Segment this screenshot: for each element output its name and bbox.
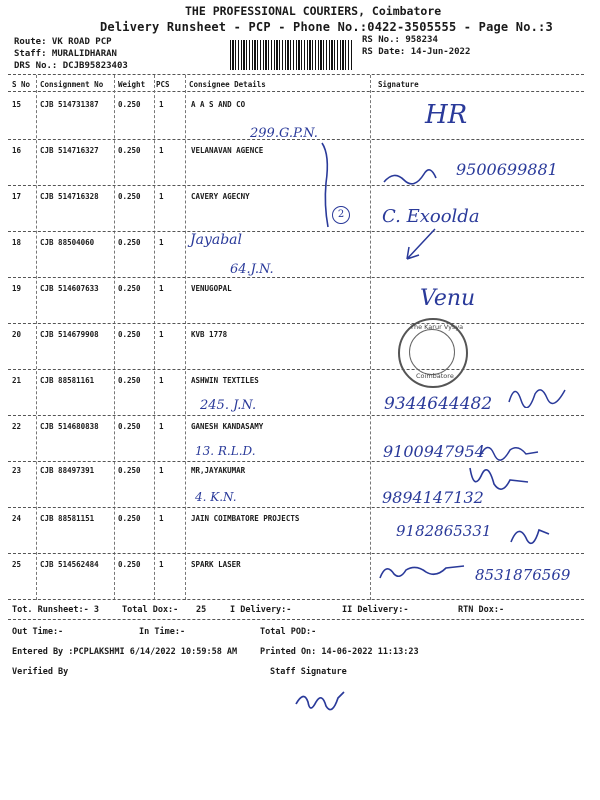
row-consignment-no: CJB 514607633 <box>40 284 99 293</box>
row-consignee: CAVERY AGECNY <box>191 192 250 201</box>
staff-signature-scribble <box>290 686 350 722</box>
row-pcs: 1 <box>159 376 164 385</box>
signature-venu: Venu <box>420 286 476 311</box>
row-divider <box>8 277 584 278</box>
rtn-dox-label: RTN Dox:- <box>458 605 505 615</box>
col-divider <box>370 75 371 600</box>
stamp-text-top: The Karur Vysya <box>410 323 464 331</box>
row-weight: 0.250 <box>118 466 141 475</box>
row-consignee: ASHWIN TEXTILES <box>191 376 259 385</box>
row-weight: 0.250 <box>118 376 141 385</box>
row-sno: 20 <box>12 330 22 339</box>
row-sno: 16 <box>12 146 22 155</box>
row-consignment-no: CJB 88581151 <box>40 514 95 523</box>
out-time-label: Out Time:- <box>12 627 64 637</box>
rs-number: RS No.: 958234 <box>362 35 438 45</box>
row-pcs: 1 <box>159 466 164 475</box>
signature-scribble <box>505 378 575 408</box>
row-sno: 17 <box>12 192 22 201</box>
row-consignee: GANESH KANDASAMY <box>191 422 264 431</box>
row-pcs: 1 <box>159 330 164 339</box>
row-divider <box>8 185 584 186</box>
company-title: THE PROFESSIONAL COURIERS, Coimbatore <box>185 4 442 18</box>
row-weight: 0.250 <box>118 514 141 523</box>
row-divider <box>8 415 584 416</box>
row-sno: 19 <box>12 284 22 293</box>
row-divider <box>8 139 584 140</box>
signature-scribble <box>505 520 555 550</box>
row-consignment-no: CJB 88497391 <box>40 466 95 475</box>
row-weight: 0.250 <box>118 284 141 293</box>
col-header-consignment: Consignment No <box>40 80 104 89</box>
handwritten-phone: 9500699881 <box>456 160 558 179</box>
row-pcs: 1 <box>159 422 164 431</box>
signature-hr: HR <box>425 100 468 130</box>
table-bottom-rule <box>8 599 584 600</box>
handwritten-phone: 9182865331 <box>396 522 492 540</box>
row-sno: 25 <box>12 560 22 569</box>
runsheet-title: Delivery Runsheet - PCP - Phone No.:0422-3505555 - Page No.:3 <box>100 20 553 34</box>
row-divider <box>8 553 584 554</box>
total-dox-value: 25 <box>196 605 207 615</box>
row-weight: 0.250 <box>118 100 141 109</box>
handwritten-phone: 9100947954 <box>383 442 485 461</box>
verified-by-label: Verified By <box>12 667 69 677</box>
row-divider <box>8 369 584 370</box>
footer-rule <box>8 619 584 620</box>
row-consignee: SPARK LASER <box>191 560 241 569</box>
row-weight: 0.250 <box>118 560 141 569</box>
total-dox-label: Total Dox:- <box>122 605 179 615</box>
in-time-label: In Time:- <box>139 627 186 637</box>
col-header-consignee: Consignee Details <box>189 80 266 89</box>
table-top-rule <box>8 74 584 75</box>
staff-label: Staff: MURALIDHARAN <box>14 49 117 59</box>
col-divider <box>114 75 115 600</box>
drs-number: DRS No.: DCJB95823403 <box>14 61 128 71</box>
ii-delivery-label: II Delivery:- <box>342 605 409 615</box>
handwritten-name: Jayabal <box>190 232 243 248</box>
col-header-sno: S No <box>12 80 31 89</box>
row-pcs: 1 <box>159 100 164 109</box>
row-consignment-no: CJB 514731387 <box>40 100 99 109</box>
signature-c-exoolda: C. Exoolda <box>382 206 480 227</box>
row-pcs: 1 <box>159 146 164 155</box>
row-sno: 23 <box>12 466 22 475</box>
i-delivery-label: I Delivery:- <box>230 605 292 615</box>
row-sno: 22 <box>12 422 22 431</box>
row-weight: 0.250 <box>118 238 141 247</box>
col-header-weight: Weight <box>118 80 146 89</box>
row-consignee: KVB 1778 <box>191 330 228 339</box>
stamp-text-bottom: Coimbatore <box>416 372 454 380</box>
row-sno: 24 <box>12 514 22 523</box>
row-weight: 0.250 <box>118 422 141 431</box>
row-consignment-no: CJB 514680838 <box>40 422 99 431</box>
row-consignee: MR,JAYAKUMAR <box>191 466 246 475</box>
row-pcs: 1 <box>159 238 164 247</box>
handwritten-phone: 8531876569 <box>475 566 571 584</box>
row-consignment-no: CJB 514562484 <box>40 560 99 569</box>
row-pcs: 1 <box>159 284 164 293</box>
col-divider <box>185 75 186 600</box>
col-divider <box>154 75 155 600</box>
staff-signature-label: Staff Signature <box>270 667 347 677</box>
rs-date: RS Date: 14-Jun-2022 <box>362 47 471 57</box>
row-consignment-no: CJB 88581161 <box>40 376 95 385</box>
row-weight: 0.250 <box>118 330 141 339</box>
bank-stamp <box>398 318 468 388</box>
entered-by: Entered By :PCPLAKSHMI 6/14/2022 10:59:58 AM <box>12 647 238 657</box>
col-header-pcs: PCS <box>156 80 170 89</box>
row-consignee: VENUGOPAL <box>191 284 232 293</box>
handwritten-phone: 9894147132 <box>382 488 484 507</box>
handwritten-phone: 9344644482 <box>384 394 493 414</box>
handwritten-address: 245. J.N. <box>200 398 257 413</box>
row-divider <box>8 323 584 324</box>
col-divider <box>36 75 37 600</box>
row-pcs: 1 <box>159 514 164 523</box>
row-pcs: 1 <box>159 560 164 569</box>
total-pod-label: Total POD:- <box>260 627 317 637</box>
handwritten-circled-number: 2 <box>332 206 350 224</box>
table-header-rule <box>8 91 584 92</box>
row-weight: 0.250 <box>118 146 141 155</box>
row-divider <box>8 507 584 508</box>
handwritten-address: 64.J.N. <box>230 262 274 277</box>
signature-scribble <box>466 460 536 500</box>
signature-scribble <box>380 160 450 190</box>
row-consignment-no: CJB 514716328 <box>40 192 99 201</box>
signature-arrow <box>395 225 445 270</box>
row-sno: 15 <box>12 100 22 109</box>
printed-on: Printed On: 14-06-2022 11:13:23 <box>260 647 419 657</box>
total-runsheet: Tot. Runsheet:- 3 <box>12 605 99 615</box>
row-consignee: A A S AND CO <box>191 100 246 109</box>
row-consignment-no: CJB 88504060 <box>40 238 95 247</box>
row-consignee: JAIN COIMBATORE PROJECTS <box>191 514 300 523</box>
col-header-signature: Signature <box>378 80 419 89</box>
route-label: Route: VK ROAD PCP <box>14 37 112 47</box>
row-sno: 21 <box>12 376 22 385</box>
row-divider <box>8 231 584 232</box>
signature-scribble <box>376 558 471 588</box>
handwritten-address: 4. K.N. <box>195 490 237 504</box>
row-consignment-no: CJB 514679908 <box>40 330 99 339</box>
barcode <box>230 40 352 70</box>
row-consignee: VELANAVAN AGENCE <box>191 146 264 155</box>
handwritten-address: 299.G.P.N. <box>250 126 318 141</box>
row-weight: 0.250 <box>118 192 141 201</box>
row-consignment-no: CJB 514716327 <box>40 146 99 155</box>
row-pcs: 1 <box>159 192 164 201</box>
row-sno: 18 <box>12 238 22 247</box>
handwritten-address: 13. R.L.D. <box>195 444 256 458</box>
